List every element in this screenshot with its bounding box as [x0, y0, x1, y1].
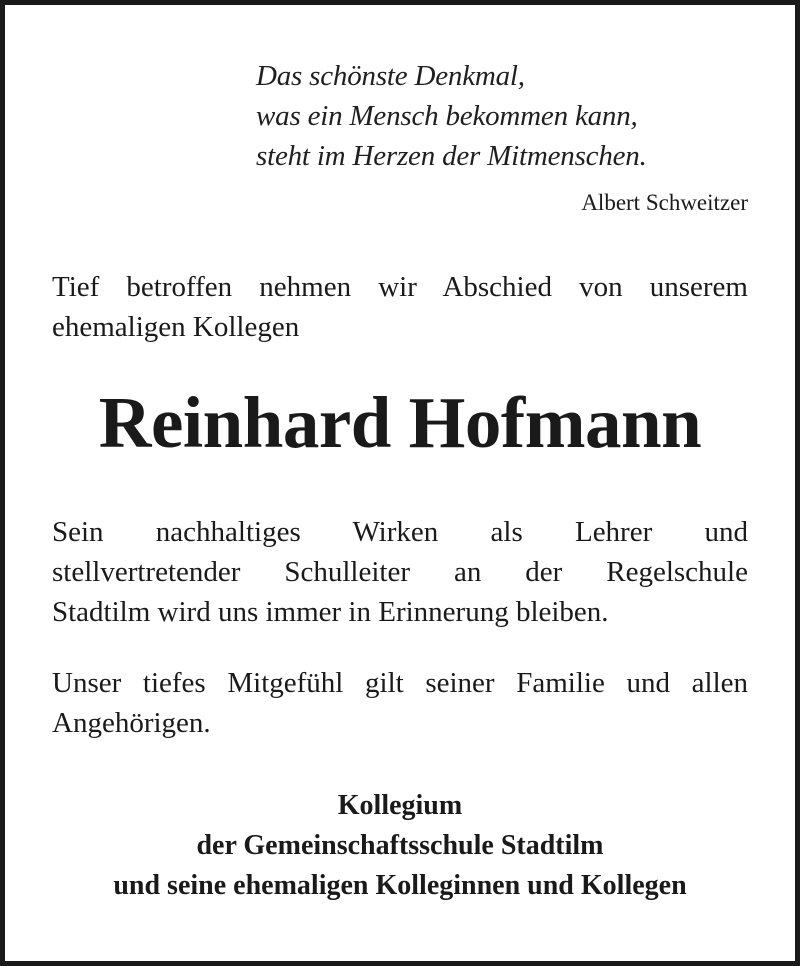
- condolence-line-2: Angehörigen.: [52, 707, 211, 739]
- intro-text: [52, 267, 748, 347]
- tribute-line-3: Stadtilm wird uns immer in Erinnerung bleiben.: [52, 596, 609, 628]
- signature-line-1: Kollegium: [337, 790, 463, 821]
- quote-line-1: Das schönste Denkmal,: [256, 60, 525, 92]
- deceased-name: Reinhard Hofmann: [98, 382, 702, 463]
- intro-line-1: Tief betroffen nehmen wir Abschied von unserem: [52, 271, 748, 303]
- condolence-line-1: Unser tiefes Mitgefühl gilt seiner Familie und allen: [52, 667, 748, 699]
- quote-line-3: steht im Herzen der Mitmenschen.: [256, 140, 647, 172]
- quote-author: Albert Schweitzer: [581, 190, 748, 215]
- tribute-paragraph: [52, 512, 748, 632]
- intro-line-2: ehemaligen Kollegen: [52, 311, 300, 343]
- signature-block: [30, 786, 770, 906]
- tribute-line-2: stellvertretender Schulleiter an der Regelschule: [52, 556, 748, 588]
- tribute-line-1: Sein nachhaltiges Wirken als Lehrer und: [52, 516, 748, 548]
- quote-block: [256, 56, 647, 176]
- signature-line-2: der Gemeinschaftsschule Stadtilm: [196, 830, 604, 861]
- quote-line-2: was ein Mensch bekommen kann,: [256, 100, 638, 132]
- signature-line-3: und seine ehemaligen Kolleginnen und Kollegen: [113, 870, 687, 901]
- condolence-paragraph: [52, 663, 748, 743]
